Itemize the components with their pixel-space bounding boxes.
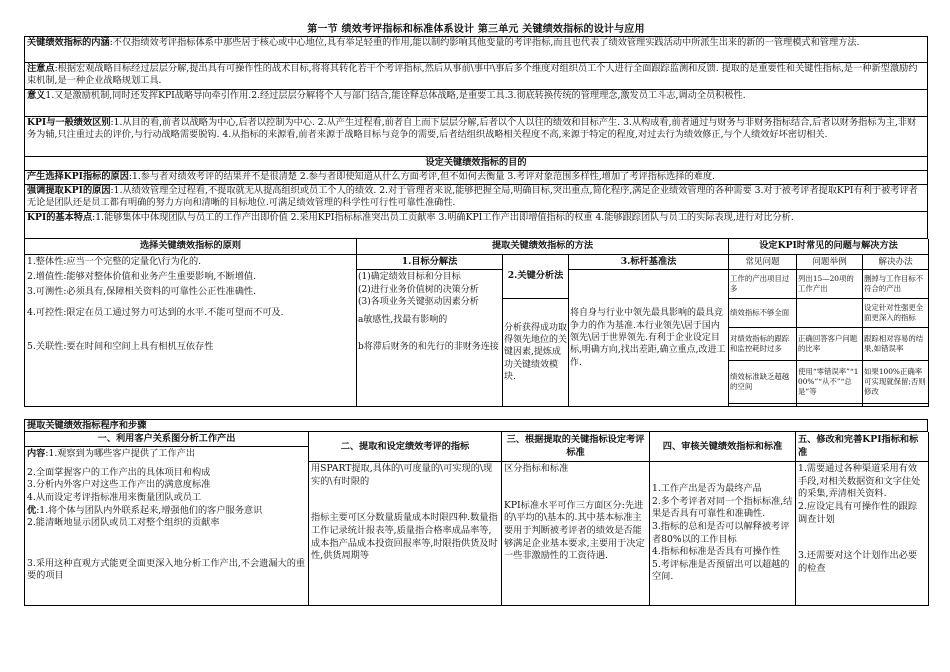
problem-example: 正确回答客户问题的比率	[797, 327, 863, 360]
method1-step: a敏感性,找最有影响的	[358, 315, 448, 326]
step5-header: 五、修改和完善KPI指标和标准	[796, 432, 929, 462]
neihan-text: :不仅指绩效考评指标体系中那些居于核心或中心地位,具有举足轻重的作用,能以制约影响其他变量的考评指标,而且也代表了绩效管理实践活动中所派生出来的新的一管理模式和管理方法.	[109, 37, 860, 48]
step1-line: 3.采用这种直观方式能更全面更深入地分析工作产出,不会遗漏大的重要的项目	[27, 557, 306, 582]
step1-line: 2.能清晰地显示团队或员工对整个组织的贡献率	[27, 517, 220, 529]
yiyi-text: 1.又是激励机制,同时还发挥KPI战略导向牵引作用.2.经过层层分解将个人与部门结合,能诠释总体战略,是重要工具.3.彻底转换传统的管理理念,激发员工斗志,调动全员积极性.	[45, 90, 746, 101]
step4-header: 四、审核关键绩效指标和标准	[650, 432, 796, 462]
problem-solution: 如果100%正确率可实现就保留;否则修改	[863, 360, 929, 403]
section-neihan	[24, 36, 928, 63]
section-zhuyi	[24, 63, 928, 90]
method1-body	[357, 270, 503, 407]
problem-issue: 绩效指标不够全面	[729, 299, 797, 328]
method2-header: 2.关键分析法	[503, 254, 569, 298]
tedian-text: :1.能够集体中体现团队与员工的工作产出即价值 2.采用KPI指标标准突出员工贡献率 3.明确KPI工作产出即增值指标的权重 4.能够跟踪团队与员工的实际表现,进行对比分析.	[92, 212, 794, 223]
step4-line: 4.指标和标准是否具有可操作性	[652, 546, 781, 558]
steps-header: 提取关键绩效指标程序和步骤	[24, 419, 928, 432]
chansheng-label: 产生选择KPI指标的原因	[27, 171, 129, 182]
step2-para: 指标主要可区分数量质量成本时限四种.数量指工作记录统计报表等,质量指合格率成品率等,成本指产品成本投资回报率等,时限指供货及时性,供货周期等	[311, 512, 498, 562]
step2-para: 用SPART提取,具体的\可度量的\可实现的\现实的\有时限的	[311, 463, 493, 487]
step5-para: 1.需要通过各种渠道采用有效手段,对相关数据资和文字住处的采集,弄清相关资料.	[798, 463, 921, 500]
step1-line: 3.分析内外客户对这些工作产出的满意度标准	[27, 479, 211, 491]
step1-neirong-text: :1.观察到为哪些客户提供了工作产出	[45, 448, 196, 460]
step4-line: 2.多个考评者对同一个指标标准,结果是否具有可靠性和准确性.	[652, 495, 793, 520]
problem-solution: 跟踪相对容易的结果,如错误率	[863, 327, 929, 360]
page-title: 第一节 绩效考评指标和标准体系设计 第三单元 关键绩效指标的设计与应用	[307, 24, 645, 35]
steps-table	[24, 432, 929, 606]
step5-para: 2.应设定具有可操作性的跟踪调查计划	[798, 501, 918, 525]
qubie-text: :1.从目的看,前者以战略为中心,后者以控制为中心. 2.从产生过程看,前者自上而下层层分解,后者以个人以往的绩效和目标产生. 3.从构成看,前者通过与财务与非财务指标结合,后者以财务指标为主,非财务为辅,只注重过去的评价,与行动战略需要脱钩. 4.从指标的来源看,前者来源于战略目标与竞争的需要,后者结组织战略相关程度不高,来源于特定的程度,对过去行为绩效修正,与个人绩效好坏密切相关.	[27, 117, 917, 141]
chansheng-text: :1.参与者对绩效考评的结果并不是很清楚 2.参与者即使知道从什么方面考评,但不如何去衡量 3.考评对象范围多样性,增加了考评指标选择的难度.	[128, 171, 715, 182]
step2-body	[309, 462, 502, 606]
problem-issue: 绩效标准缺乏超越的空间	[729, 360, 797, 403]
step1-line: 2.全面掌握客户的工作产出的具体项目和构成	[27, 466, 211, 478]
section-qubie	[24, 117, 928, 157]
method1-step: (3)各项业务关键驱动因素分析	[358, 296, 479, 307]
zhuyi-label: 注意点	[27, 63, 55, 74]
yiyi-label: 意义	[27, 90, 46, 101]
method1-step: b将滞后财务的和先行的非财务连接	[358, 341, 499, 352]
method1-header: 1.目标分解法	[357, 254, 503, 270]
step1-line: 4.从而设定考评指标准用来衡量团队或员工	[27, 492, 202, 504]
problem-solution: 删掉与工作目标不符合的产出	[863, 270, 929, 299]
method1-step: (2)进行业务价值树的决策分析	[358, 284, 479, 295]
section-tedian	[24, 212, 928, 239]
purpose-header: 设定关键绩效指标的目的	[24, 157, 928, 171]
problems-header: 设定KPI时常见的问题与解决方法	[729, 239, 929, 254]
method3-body: 将自身与行业中领先最具影响的最具竞争力的作为基准.本行业领先\居于国内领先\居于世界领先.有利于企业设定目标,明确方向,找出差距,确立重点,改进工作.	[569, 270, 729, 407]
principle-item: 3.可测性:必须具有,保障相关资料的可靠性公正性准确性.	[27, 285, 257, 297]
step5-para: 3.还需要对这个计划作出必要的检查	[798, 550, 918, 574]
method3-header: 3.标杆基准法	[569, 254, 729, 270]
principles-list	[25, 254, 357, 406]
step1-you-text: :1.将个体与团队内外联系起来,增强他们的客户服务意识	[36, 504, 263, 516]
step1-header: 一、利用客户关系图分析工作产出	[25, 432, 309, 447]
zhuyi-text: :根据宏观战略目标经过层层分解,提出具有可操作性的战术目标,将将其转化若干个考评指标,然后从事前\事中\事后多个维度对组织员工个人进行全面跟踪监测和反馈. 提取的是重要性和关键性指标,是一种新型激励约束机制,是一种企业战略规划工具.	[27, 63, 918, 87]
document-page	[24, 24, 928, 606]
method1-step: (1)确定绩效目标和分目标	[358, 272, 461, 283]
step2-header: 二、提取和设定绩效考评的指标	[309, 432, 502, 462]
qubie-label: KPI与一般绩效区别	[27, 117, 111, 128]
methods-header: 提取关键绩效指标的方法	[357, 239, 729, 254]
tedian-label: KPI的基本特点	[27, 212, 93, 223]
neihan-label: 关键绩效指标的内涵	[27, 37, 110, 48]
methods-table	[24, 239, 929, 407]
step1-you-label: 优	[27, 504, 37, 516]
principles-header: 选择关键绩效指标的原则	[25, 239, 357, 254]
step4-body	[650, 462, 796, 606]
method2-body: 分析获得成功取得领先地位的关键因素,提炼成功关键绩效模块.	[503, 299, 569, 407]
problems-col-example: 问题举例	[797, 254, 863, 270]
section-chansheng	[24, 171, 928, 185]
problems-col-issue: 常见问题	[729, 254, 797, 270]
step4-line: 1.工作产出是否为最终产品	[652, 483, 762, 495]
step5-body	[796, 462, 929, 606]
problem-solution: 设定针对性强更全面更深入的指标	[863, 299, 929, 328]
problem-example: 使用“零错误率”“100%”“从不”“总是”等	[797, 360, 863, 403]
step3-header: 三、根据提取的关键指标设定考评标准	[502, 432, 650, 462]
principle-item: 5.关联性:要在时间和空间上具有相机互依存性	[27, 340, 214, 352]
principle-item: 4.可控性:限定在员工通过努力可达到的水平.不能可望而不可及.	[27, 306, 284, 318]
step3-para: 区分指标和标准	[504, 463, 569, 475]
principle-item: 2.增值性:能够对整体价值和业务产生重要影响,不断增值.	[27, 270, 257, 282]
problem-issue: 对绩效指标的跟踪和监控耗时过多	[729, 327, 797, 360]
step1-body	[25, 447, 309, 606]
section-qiangdiao	[24, 185, 928, 212]
section-yiyi	[24, 90, 928, 117]
step4-line: 5.考评标准是否预留出可以超越的空间.	[652, 558, 790, 583]
step4-line: 3.指标的总和是否可以解释被考评者80%以的工作目标	[652, 521, 790, 545]
problems-col-solution: 解决办法	[863, 254, 929, 270]
qiangdiao-text: :1.从绩效管理全过程看,不提取就无从提高组织或员工个人的绩效. 2.对于管理者来说,能够把握全局,明确目标,突出重点,简化程序,满足企业绩效管理的各种需要 3.对于被考评者提取KPI有利于被考评者无论是团队还是员工都有明确的努力方向和清晰的目标地位.可满足绩效管理的科学性可行性可靠性准确性.	[27, 185, 918, 209]
problem-example	[797, 299, 863, 328]
problem-issue: 工作的产出项目过多	[729, 270, 797, 299]
step3-body	[502, 462, 650, 606]
step1-neirong-label: 内容	[27, 448, 46, 460]
problem-example: 列出15—20项的工作产出	[797, 270, 863, 299]
qiangdiao-label: 强调提取KPI的原因	[27, 185, 111, 196]
step3-para: KPI标准水平可作三方面区分:先进的\平均的\基本的.其中基本标准主要用于判断被考评者的绩效是否能够满足企业基本要求,主要用于决定一些非激励性的工资待遇.	[504, 499, 645, 562]
principle-item: 1.整体性:应当一个完整的定量化\行为化的.	[27, 255, 202, 267]
